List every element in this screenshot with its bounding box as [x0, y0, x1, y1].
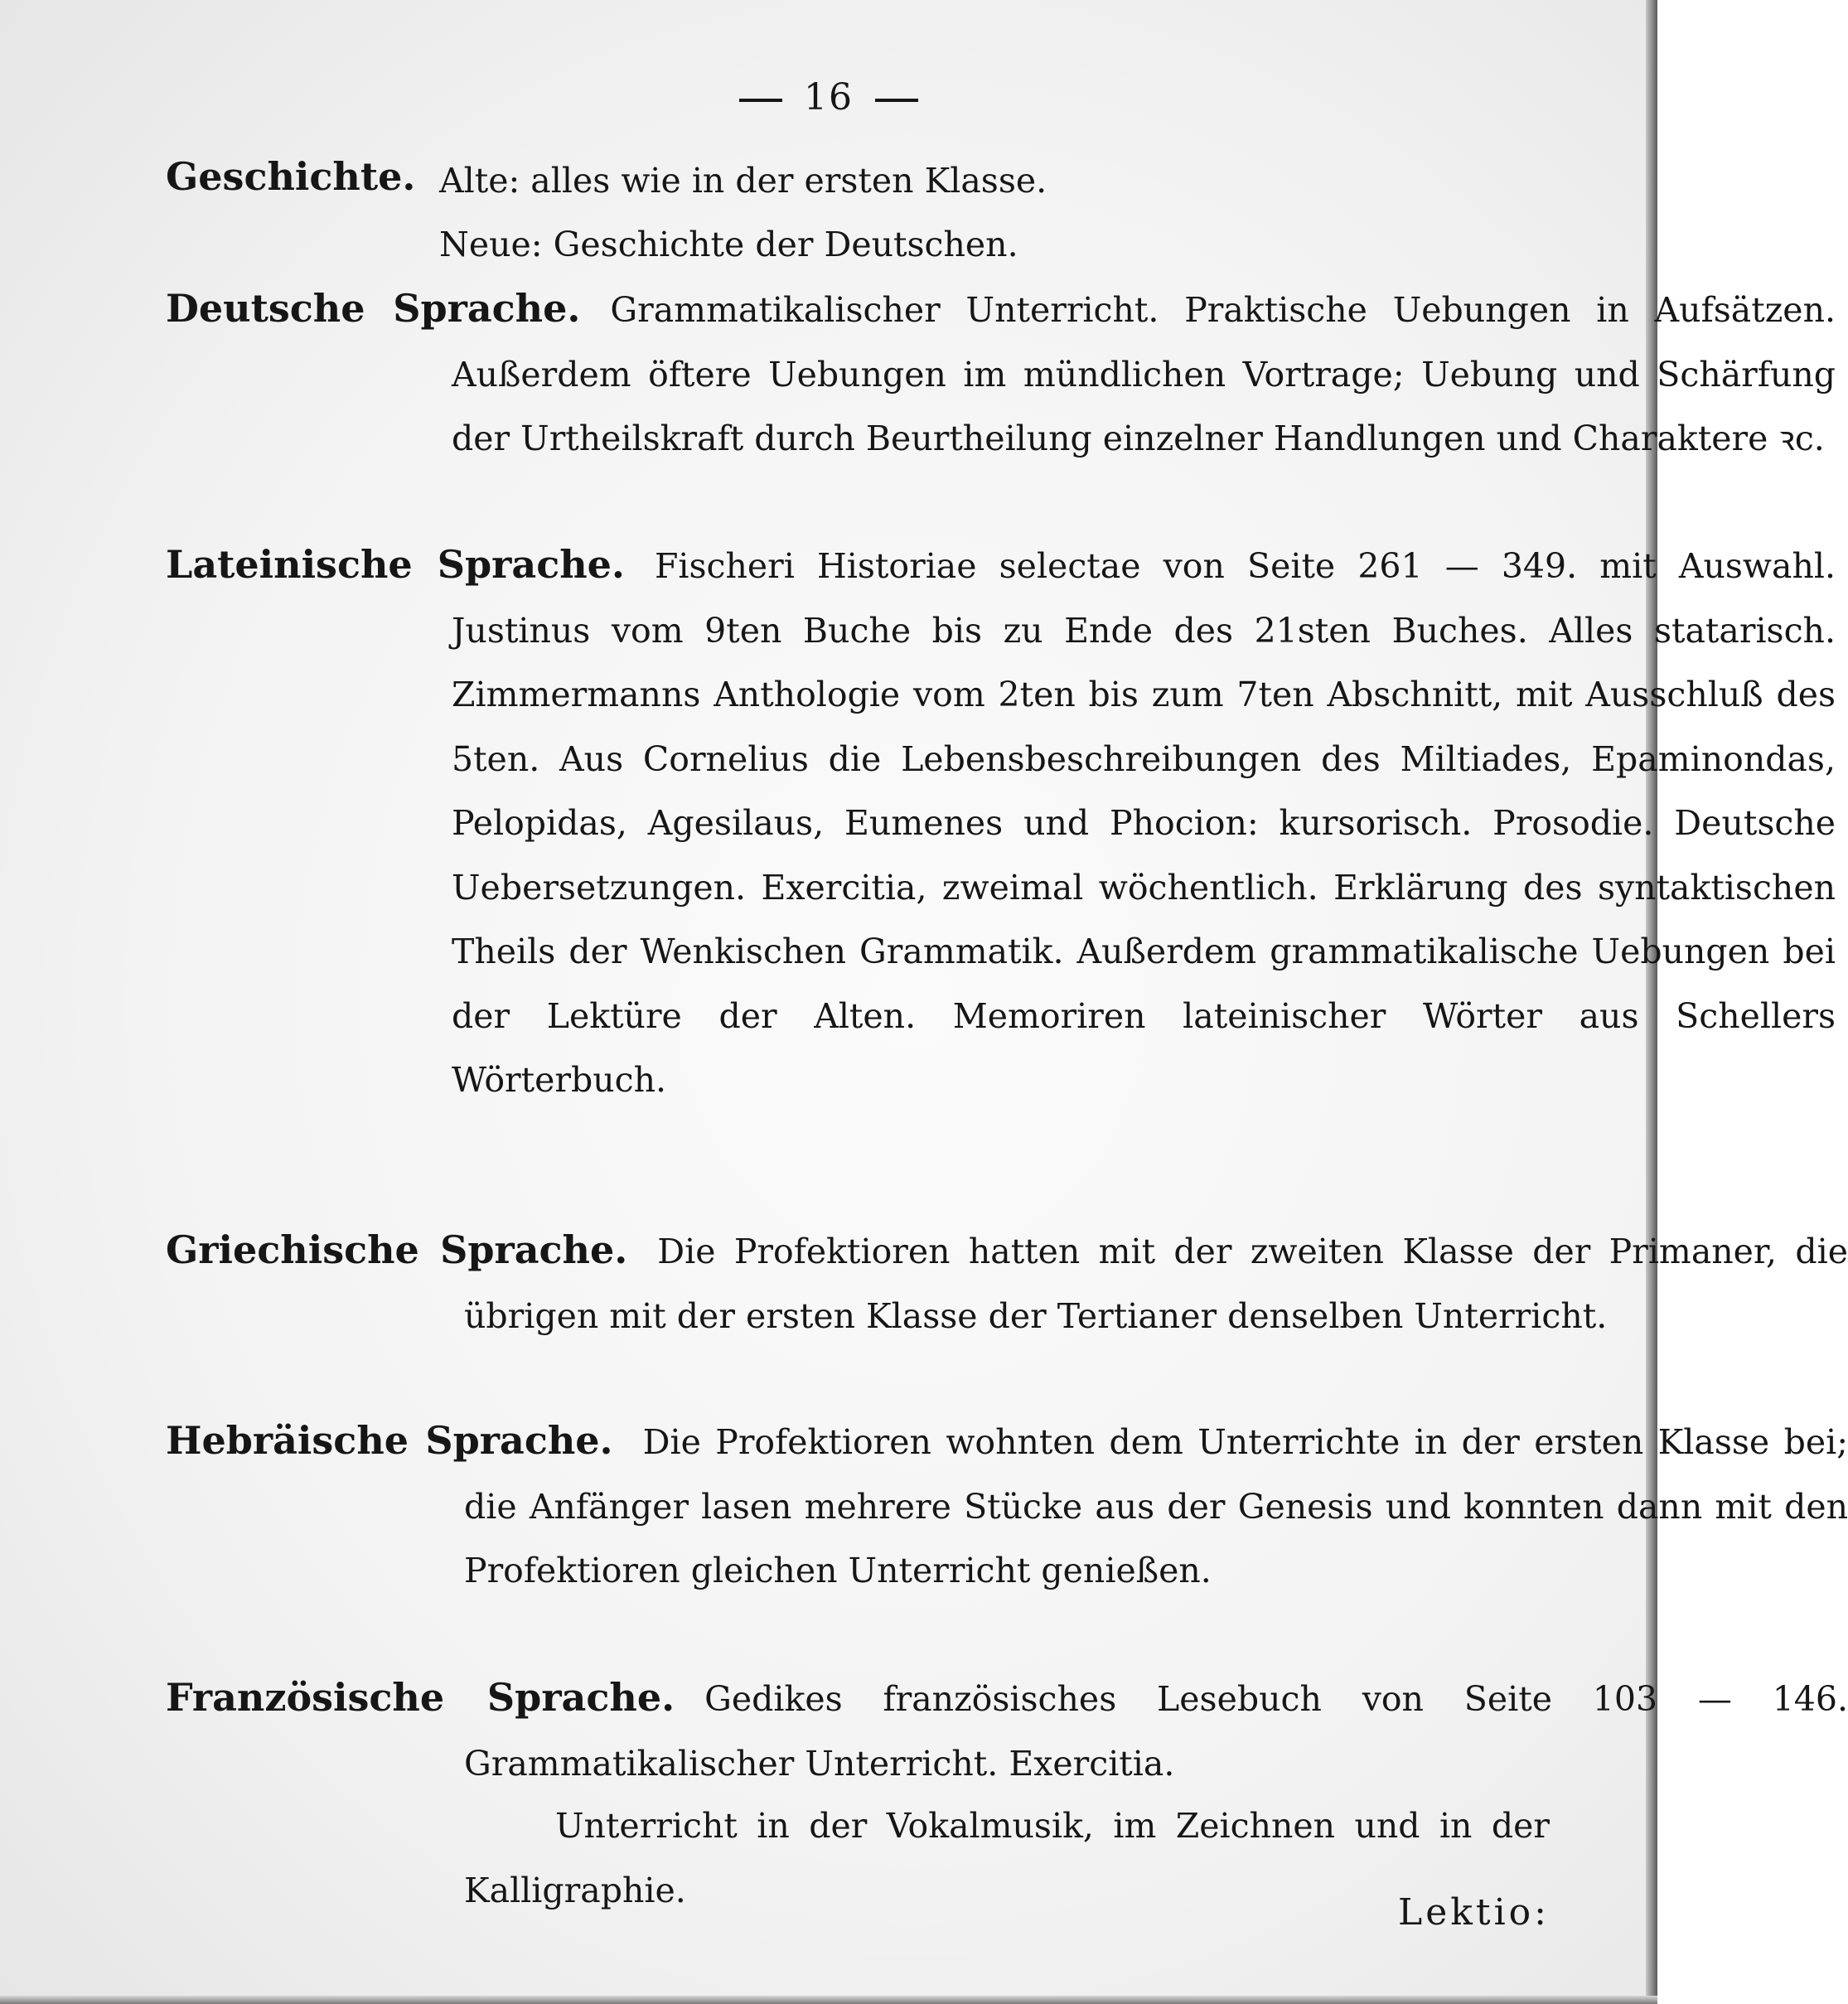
- closing-paragraph: Unterricht in der Vokalmusik, im Zeichnen und in der Kalligraphie.: [464, 1806, 1550, 1910]
- entry-text: Fischeri Historiae selectae von Seite 261 — 349. mit Auswahl. Justinus vom 9ten Buche bis zu Ende des 21sten Buches. Alles statarisch. Zimmermanns Anthologie vom 2ten bis zum 7ten Abschnitt, mit Ausschluß des 5ten. Aus Cornelius die Lebensbeschreibungen des Miltiades, Epaminondas, Pelopidas, Agesilaus, Eumenes und Phocion: kursorisch. Prosodie. Deutsche Uebersetzungen. Exercitia, zweimal wöchentlich. Erklärung des syntaktischen Theils der Wenkischen Grammatik. Außerdem grammatikalische Uebungen bei der Lektüre der Alten. Memoriren lateinischer Wörter aus Schellers Wörterbuch.: [452, 546, 1836, 1100]
- entry-griechische-sprache: [166, 1218, 1848, 1348]
- entry-line: Neue: Geschichte der Deutschen.: [439, 225, 1018, 264]
- entry-heading: Französische Sprache.: [166, 1675, 675, 1720]
- entry-heading: Hebräische Sprache.: [166, 1418, 613, 1463]
- page-header: [0, 76, 1657, 119]
- entry-text: Die Profektioren hatten mit der zweiten Klasse der Primaner, die übrigen mit der ersten Klasse der Tertianer denselben Unterricht.: [464, 1232, 1848, 1336]
- entry-heading: Geschichte.: [166, 154, 416, 199]
- entry-line: Alte: alles wie in der ersten Klasse.: [439, 161, 1047, 201]
- entry-hebraeische-sprache: [166, 1409, 1848, 1604]
- entry-text: Die Profektioren wohnten dem Unterrichte in der ersten Klasse bei; die Anfänger lasen mehrere Stücke aus der Genesis und konnten dann mit den Profektioren gleichen Unterricht genießen.: [464, 1422, 1848, 1590]
- entry-heading: Deutsche Sprache.: [166, 286, 581, 331]
- entry-heading: Lateinische Sprache.: [166, 542, 625, 587]
- entry-text: Grammatikalischer Unterricht. Praktische Uebungen in Aufsätzen. Außerdem öftere Uebungen im mündlichen Vortrage; Uebung und Schärfung der Urtheilskraft durch Beurtheilung einzelner Handlungen und Charaktere ꝛc.: [452, 290, 1836, 458]
- entry-franzoesische-sprache: [166, 1666, 1848, 1796]
- entry-text: Gedikes französisches Lesebuch von Seite 103 — 146. Grammatikalischer Unterricht. Exercitia.: [464, 1679, 1848, 1784]
- header-dash-left: [739, 99, 782, 102]
- entry-heading: Griechische Sprache.: [166, 1227, 628, 1272]
- entry-deutsche-sprache: [166, 277, 1836, 472]
- entry-lateinische-sprache: [166, 533, 1836, 1113]
- header-dash-right: [875, 99, 918, 102]
- catchword: Lektio:: [1398, 1891, 1550, 1934]
- page-number: 16: [804, 76, 854, 119]
- page-bottom-shadow: [0, 1996, 1657, 2004]
